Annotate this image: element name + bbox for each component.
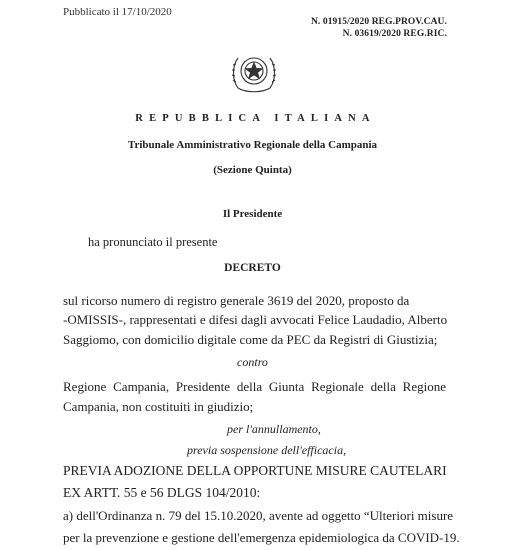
published-date: Pubblicato il 17/10/2020 — [63, 6, 172, 18]
registry-number-prov-cau: N. 01915/2020 REG.PROV.CAU. — [310, 17, 447, 27]
body-line: sul ricorso numero di registro generale 3619 del 2020, proposto da — [63, 293, 410, 308]
republic-heading: REPUBBLICA ITALIANA — [135, 113, 376, 124]
decree-heading: DECRETO — [224, 262, 281, 274]
body-line: Saggiomo, con domicilio digitale come da PEC da Registri di Giustizia; — [63, 332, 438, 347]
republic-emblem-icon — [228, 44, 280, 96]
court-section: (Sezione Quinta) — [213, 164, 292, 176]
body-line: Regione Campania, Presidente della Giunta Regionale della Regione — [63, 379, 446, 394]
court-name: Tribunale Amministrativo Regionale della Campania — [127, 139, 378, 151]
body-line: per la prevenzione e gestione dell'emergenza epidemiologica da COVID-19. — [63, 530, 460, 545]
suspension-label: previa sospensione dell'efficacia, — [187, 443, 347, 457]
pronounced-text: ha pronunciato il presente — [88, 235, 218, 249]
president-heading: Il Presidente — [222, 208, 283, 220]
annulment-label: per l'annullamento, — [227, 422, 321, 436]
registry-number-ric: N. 03619/2020 REG.RIC. — [342, 29, 447, 39]
body-line: Campania, non costituiti in giudizio; — [63, 399, 254, 414]
body-line: -OMISSIS-, rappresentati e difesi dagli avvocati Felice Laudadio, Alberto — [63, 312, 448, 327]
body-line: EX ARTT. 55 e 56 DLGS 104/2010: — [63, 485, 261, 500]
body-line: a) dell'Ordinanza n. 79 del 15.10.2020, avente ad oggetto “Ulteriori misure — [63, 508, 454, 523]
contro-label: contro — [237, 355, 268, 369]
body-line: PREVIA ADOZIONE DELLA OPPORTUNE MISURE CAUTELARI — [63, 463, 447, 478]
